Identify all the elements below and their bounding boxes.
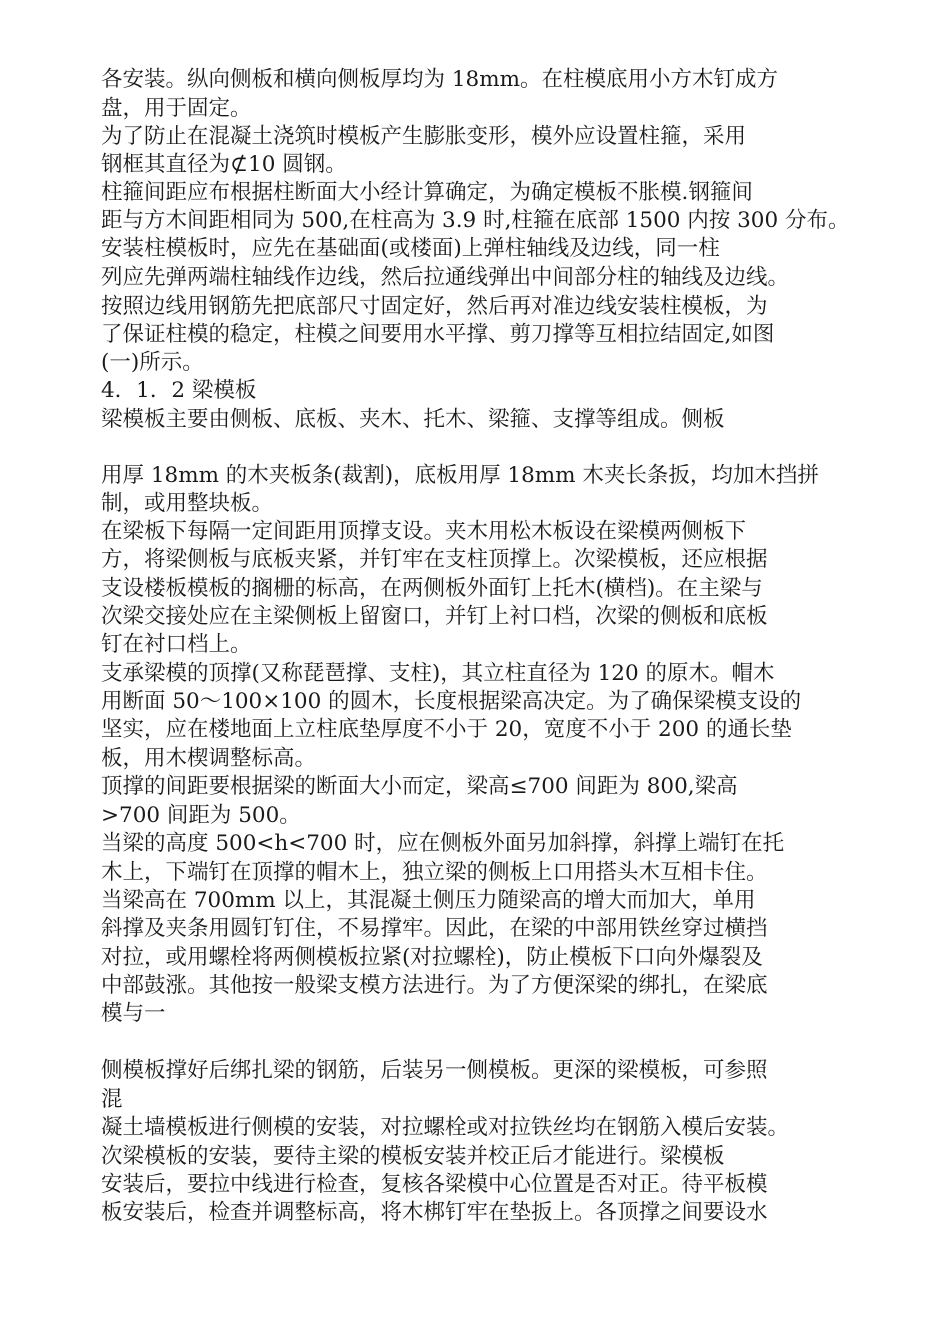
text-line: 制，或用整块板。	[101, 491, 274, 516]
text-line: 为了防止在混凝土浇筑时模板产生膨胀变形，模外应设置柱箍，采用	[101, 124, 747, 149]
text-line: 按照边线用钢筋先把底部尺寸固定好，然后再对准边线安装柱模板，为	[101, 294, 768, 319]
text-line: 次梁模板的安装，要待主梁的模板安装并校正后才能进行。梁模板	[101, 1144, 725, 1169]
text-line: 支设楼板模板的搁栅的标高，在两侧板外面钉上托木(横档)。在主梁与	[101, 576, 763, 601]
text-line: 安装后，要拉中线进行检查，复核各梁模中心位置是否对正。待平板模	[101, 1172, 768, 1197]
text-line: 钢框其直径为⊄10 圆钢。	[101, 152, 347, 177]
text-line: 板，用木楔调整标高。	[101, 746, 317, 771]
text-line: 支承梁模的顶撑(又称琵琶撑、支柱)，其立柱直径为 120 的原木。帽木	[101, 661, 775, 686]
text-line: 方，将梁侧板与底板夹紧，并钉牢在支柱顶撑上。次梁模板，还应根据	[101, 547, 768, 572]
text-line: 次梁交接处应在主梁侧板上留窗口，并钉上衬口档，次梁的侧板和底板	[101, 604, 768, 629]
text-line: 混	[101, 1087, 123, 1112]
text-line: 板安装后，检查并调整标高，将木梆钉牢在垫扳上。各顶撑之间要设水	[101, 1200, 768, 1225]
text-line: 了保证柱模的稳定，柱模之间要用水平撑、剪刀撑等互相拉结固定,如图	[101, 322, 775, 347]
text-line: 梁模板主要由侧板、底板、夹木、托木、梁箍、支撑等组成。侧板	[101, 407, 725, 432]
section-heading: 4．1．2 梁模板	[101, 378, 257, 403]
text-line: 顶撑的间距要根据梁的断面大小而定，梁高≤700 间距为 800,梁高	[101, 774, 738, 799]
text-line: 用断面 50～100×100 的圆木，长度根据梁高决定。为了确保梁模支设的	[101, 689, 802, 714]
text-line: 中部鼓涨。其他按一般梁支模方法进行。为了方便深梁的绑扎，在梁底	[101, 973, 768, 998]
text-line: 当梁高在 700mm 以上，其混凝土侧压力随梁高的增大而加大，单用	[101, 888, 756, 913]
text-line: 用厚 18mm 的木夹板条(裁割)，底板用厚 18mm 木夹长条扳，均加木挡拼	[101, 463, 819, 488]
text-line: 对拉，或用螺栓将两侧模板拉紧(对拉螺栓)，防止模板下口向外爆裂及	[101, 945, 763, 970]
text-line: 柱箍间距应布根据柱断面大小经计算确定，为确定模板不胀模.钢箍间	[101, 180, 753, 205]
text-line: (一)所示。	[101, 350, 204, 375]
text-line: 安装柱模板时，应先在基础面(或楼面)上弹柱轴线及边线，同一柱	[101, 236, 720, 261]
text-line: 当梁的高度 500<h<700 时，应在侧板外面另加斜撑，斜撑上端钉在托	[101, 831, 785, 856]
text-line: >700 间距为 500。	[101, 803, 301, 828]
text-line: 斜撑及夹条用圆钉钉住，不易撑牢。因此，在梁的中部用铁丝穿过横挡	[101, 916, 768, 941]
text-line: 凝土墙模板进行侧模的安装，对拉螺栓或对拉铁丝均在钢筋入模后安装。	[101, 1115, 790, 1140]
text-line: 盘，用于固定。	[101, 96, 252, 121]
text-line: 模与一	[101, 1001, 166, 1026]
text-line: 列应先弹两端柱轴线作边线，然后拉通线弹出中间部分柱的轴线及边线。	[101, 265, 790, 290]
text-line: 距与方木间距相同为 500,在柱高为 3.9 时,柱箍在底部 1500 内按 300 分布。	[101, 208, 850, 233]
text-line: 坚实，应在楼地面上立柱底垫厚度不小于 20，宽度不小于 200 的通长垫	[101, 717, 792, 742]
text-line: 在梁板下每隔一定间距用顶撑支设。夹木用松木板设在梁模两侧板下	[101, 519, 747, 544]
text-line: 侧模板撑好后绑扎梁的钢筋，后装另一侧模板。更深的梁模板，可参照	[101, 1058, 768, 1083]
text-line: 钉在衬口档上。	[101, 632, 252, 657]
text-line: 各安装。纵向侧板和横向侧板厚均为 18mm。在柱模底用小方木钉成方	[101, 67, 778, 92]
text-line: 木上，下端钉在顶撑的帽木上，独立梁的侧板上口用搭头木互相卡住。	[101, 860, 768, 885]
